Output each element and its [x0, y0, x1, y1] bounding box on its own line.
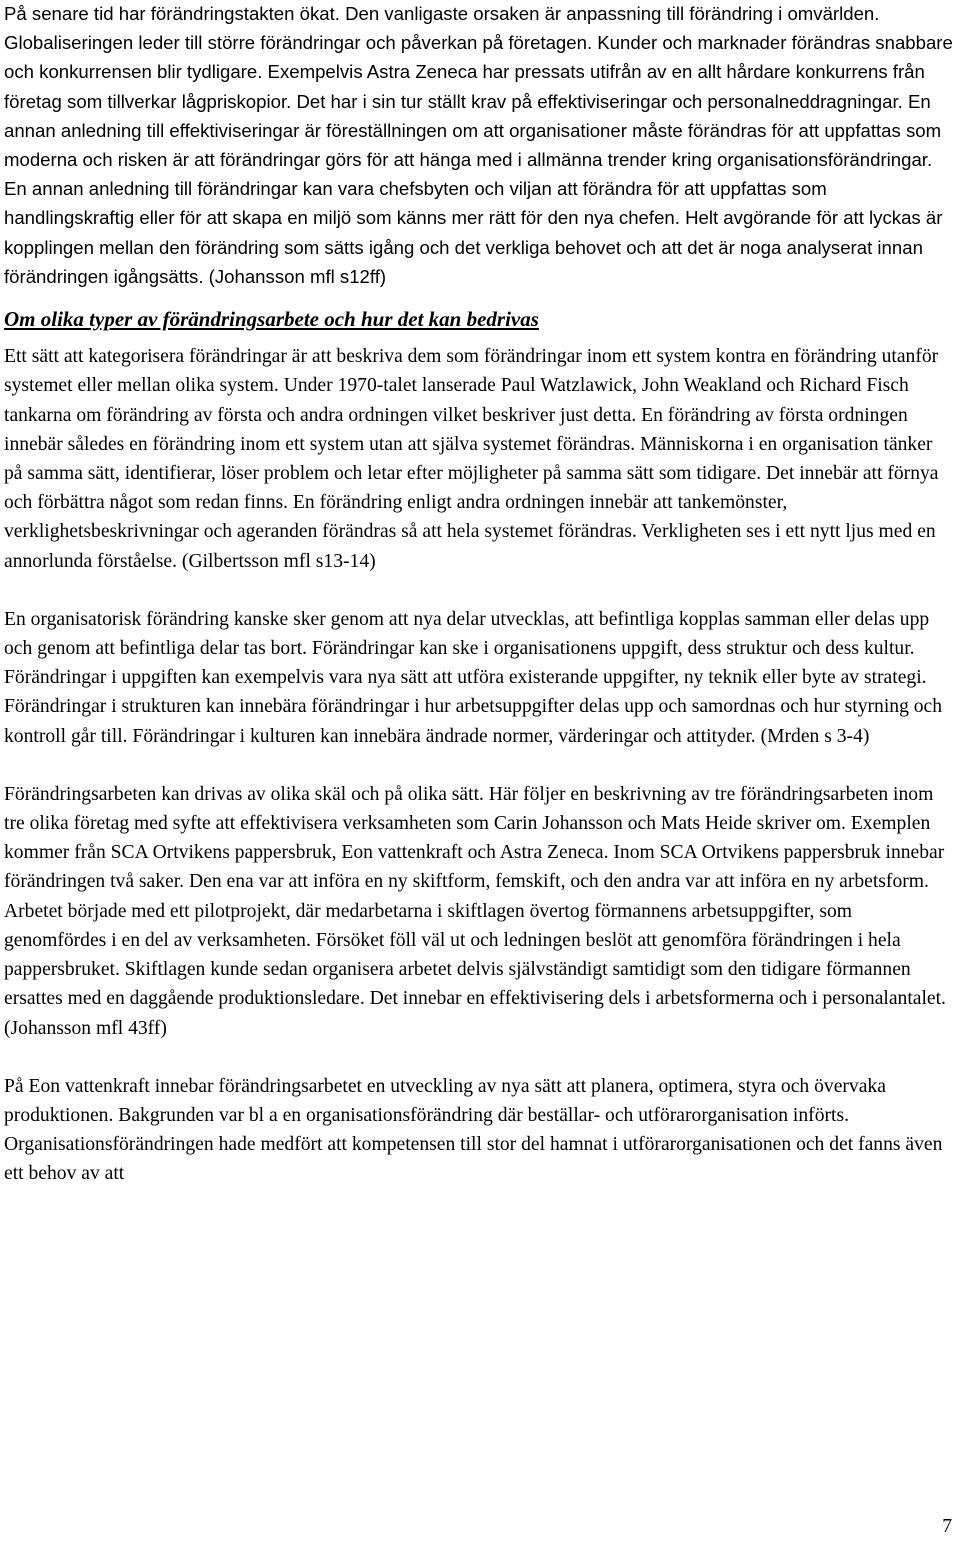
page-number: 7 — [942, 1516, 952, 1537]
paragraph-spacer — [4, 576, 954, 605]
paragraph-spacer — [4, 1043, 954, 1072]
paragraph-change-orders: Ett sätt att kategorisera förändringar är att beskriva dem som förändringar inom ett system kontra en förändring utanför systemet eller mellan olika system. Under 1970-talet lanserade Paul Watzlawick, John Weakland och Richard Fisch tankarna om förändring av första och andra ordningen vilket beskriver just detta. En förändring av första ordningen innebär således en förändring inom ett system utan att själva systemet förändras. Människorna i en organisation tänker på samma sätt, identifierar, löser problem och letar efter möjligheter på samma sätt som tidigare. Det innebär att förnya och förbättra något som redan finns. En förändring enligt andra ordningen innebär att tankemönster, verklighetsbeskrivningar och ageranden förändras så att hela systemet förändras. Verkligheten ses i ett nytt ljus med en annorlunda förståelse. (Gilbertsson mfl s13-14) — [4, 346, 939, 572]
paragraph-spacer — [4, 751, 954, 780]
paragraph-organisational-change: En organisatorisk förändring kanske sker genom att nya delar utvecklas, att befintliga kopplas samman eller delas upp och genom att befintliga delar tas bort. Förändringar kan ske i organisationens uppgift, dess struktur och dess kultur. Förändringar i uppgiften kan exempelvis vara nya sätt att utföra existerande uppgifter, ny teknik eller byte av strategi. Förändringar i strukturen kan innebära förändringar i hur arbetsuppgifter delas upp och samordnas och hur styrning och kontroll går till. Förändringar i kulturen kan innebära ändrade normer, värderingar och attityder. (Mrden s 3-4) — [4, 608, 943, 747]
paragraph-change-pace: På senare tid har förändringstakten ökat. Den vanligaste orsaken är anpassning till förändring i omvärlden. Globaliseringen leder till större förändringar och påverkan på företagen. Kunder och marknader förändras snabbare och konkurrensen blir tydligare. Exempelvis Astra Zeneca har pressats utifrån av en allt hårdare konkurrens från företag som tillverkar lågpriskopior. Det har i sin tur ställt krav på effektiviseringar och personalneddragningar. En annan anledning till effektiviseringar är föreställningen om att organisationer måste förändras för att uppfattas som moderna och risken är att förändringar görs för att hänga med i allmänna trender kring organisationsförändringar. En annan anledning till förändringar kan vara chefsbyten och viljan att förändra för att uppfattas som handlingskraftig eller för att skapa en miljö som känns mer rätt för den nya chefen. Helt avgörande för att lyckas är kopplingen mellan den förändring som sätts igång och det verkliga behovet och att det är noga analyserat innan förändringen igångsätts. (Johansson mfl s12ff) — [4, 3, 953, 287]
paragraph-eon-vattenkraft: På Eon vattenkraft innebar förändringsarbetet en utveckling av nya sätt att planera, optimera, styra och övervaka produktionen. Bakgrunden var bl a en organisationsförändring där beställar- och utförarorganisation införts. Organisationsförändringen hade medfört att kompetensen till stor del hamnat i utförarorganisationen och det fanns även ett behov av att — [4, 1075, 943, 1185]
section-heading: Om olika typer av förändringsarbete och hur det kan bedrivas — [4, 307, 539, 332]
paragraph-change-examples: Förändringsarbeten kan drivas av olika skäl och på olika sätt. Här följer en beskrivning av tre förändringsarbeten inom tre olika företag med syfte att effektivisera verksamheten som Carin Johansson och Mats Heide skriver om. Exemplen kommer från SCA Ortvikens pappersbruk, Eon vattenkraft och Astra Zeneca. Inom SCA Ortvikens pappersbruk innebar förändringen två saker. Den ena var att införa en ny skiftform, femskift, och den andra var att införa en ny arbetsform. Arbetet började med ett pilotprojekt, där medarbetarna i skiftlagen övertog förmannens arbetsuppgifter, som genomfördes i en del av verksamheten. Försöket föll väl ut och ledningen beslöt att genomföra förändringen i hela pappersbruket. Skiftlagen kunde sedan organisera arbetet delvis självständigt samtidigt som den tidigare förmannen ersattes med en daggående produktionsledare. Det innebar en effektivisering dels i arbetsformerna och i personalantalet. (Johansson mfl 43ff) — [4, 783, 946, 1039]
document-page — [4, 0, 954, 1189]
